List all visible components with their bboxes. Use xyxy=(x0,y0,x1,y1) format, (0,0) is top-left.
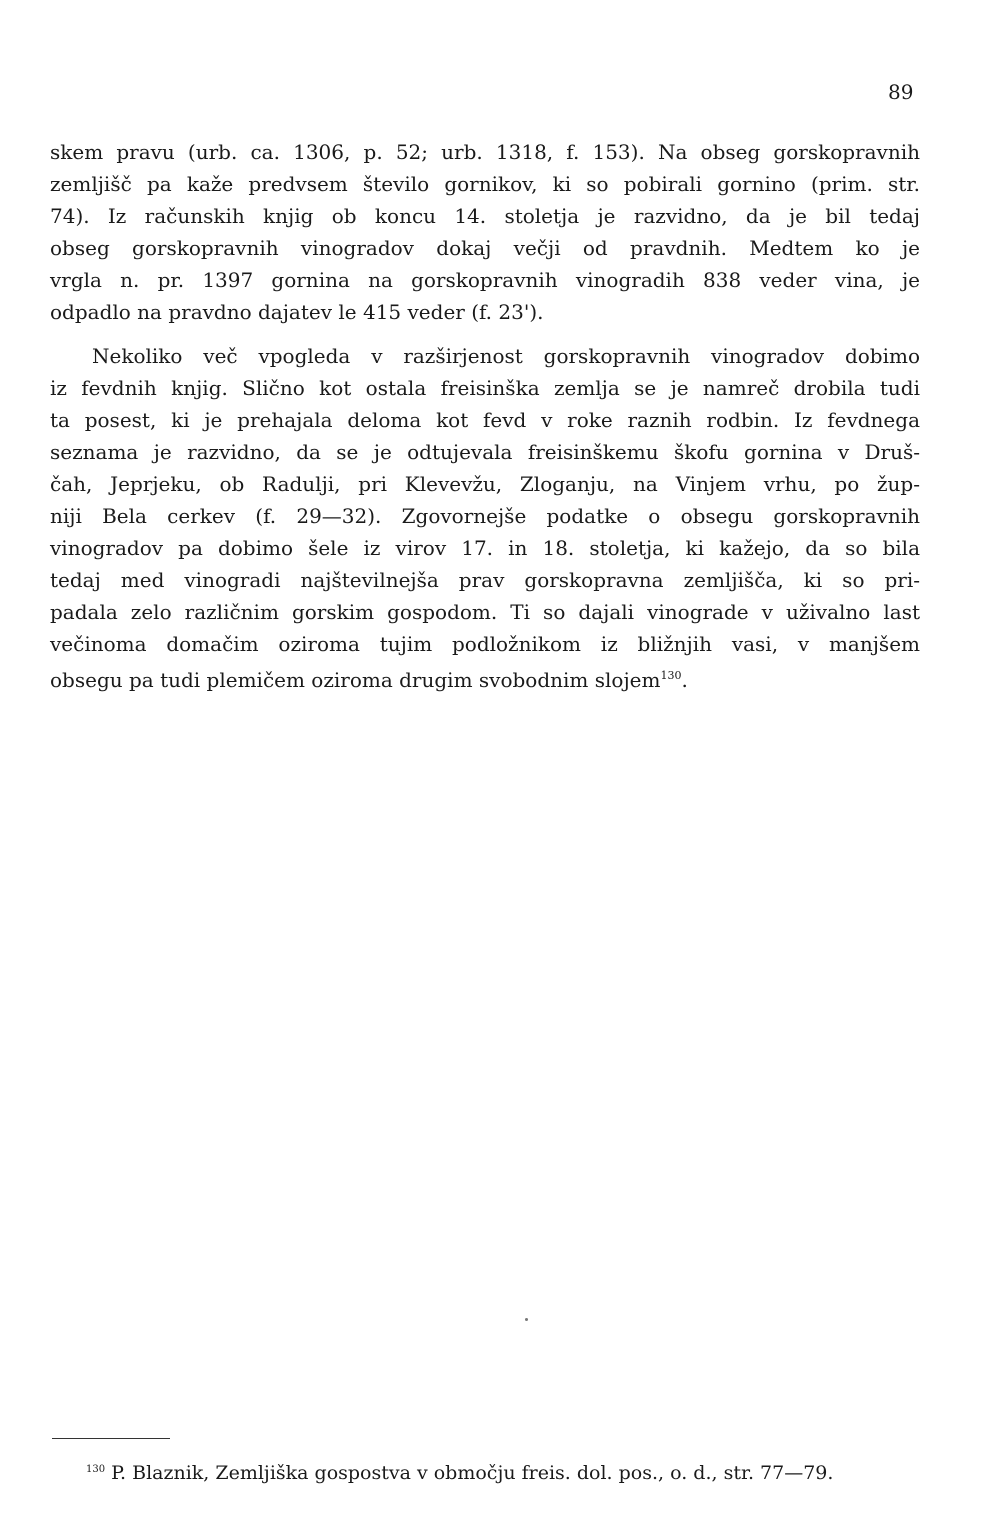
text-line: tedaj med vinogradi najštevilnejša prav gorskopravna zemljišča, ki so pri- xyxy=(50,568,920,592)
footnote-text: P. Blaznik, Zemljiška gospostva v območju freis. dol. pos., o. d., str. 77—79. xyxy=(111,1462,834,1484)
main-text xyxy=(50,136,920,692)
text-line: večinoma domačim oziroma tujim podložnikom iz bližnjih vasi, v manjšem xyxy=(50,632,920,656)
paragraph-2 xyxy=(50,340,920,692)
text-line: skem pravu (urb. ca. 1306, p. 52; urb. 1318, f. 153). Na obseg gorskopravnih xyxy=(50,140,920,164)
sentence-end: . xyxy=(681,668,688,692)
text-line-last xyxy=(50,660,920,692)
footnote-marker: 130 xyxy=(86,1464,106,1475)
page-number: 89 xyxy=(888,80,914,104)
text-line-content: obsegu pa tudi plemičem oziroma drugim svobodnim slojem xyxy=(50,668,661,692)
footnote-separator xyxy=(52,1438,170,1439)
text-line: iz fevdnih knjig. Slično kot ostala freisinška zemlja se je namreč drobila tudi xyxy=(50,376,920,400)
text-line: padala zelo različnim gorskim gospodom. Ti so dajali vinograde v uživalno last xyxy=(50,600,920,624)
text-line: odpadlo na pravdno dajatev le 415 veder (f. 23'). xyxy=(50,300,544,324)
print-speck xyxy=(525,1318,528,1321)
text-line: 74). Iz računskih knjig ob koncu 14. stoletja je razvidno, da je bil tedaj xyxy=(50,204,920,228)
text-line: ta posest, ki je prehajala deloma kot fevd v roke raznih rodbin. Iz fevdnega xyxy=(50,408,920,432)
text-line: zemljišč pa kaže predvsem število gornikov, ki so pobirali gornino (prim. str. xyxy=(50,172,920,196)
text-line: seznama je razvidno, da se je odtujevala freisinškemu škofu gornina v Druš- xyxy=(50,440,920,464)
text-line: vinogradov pa dobimo šele iz virov 17. in 18. stoletja, ki kažejo, da so bila xyxy=(50,536,920,560)
text-line: čah, Jeprjeku, ob Radulji, pri Klevevžu, Zloganju, na Vinjem vrhu, po žup- xyxy=(50,472,920,496)
text-line: obseg gorskopravnih vinogradov dokaj večji od pravdnih. Medtem ko je xyxy=(50,236,920,260)
text-line: niji Bela cerkev (f. 29—32). Zgovornejše podatke o obsegu gorskopravnih xyxy=(50,504,920,528)
text-line: Nekoliko več vpogleda v razširjenost gorskopravnih vinogradov dobimo xyxy=(92,344,920,368)
paragraph-1 xyxy=(50,136,920,328)
text-line: vrgla n. pr. 1397 gornina na gorskopravnih vinogradih 838 veder vina, je xyxy=(50,268,920,292)
footnote xyxy=(86,1462,833,1484)
footnote-reference[interactable]: 130 xyxy=(660,669,682,682)
